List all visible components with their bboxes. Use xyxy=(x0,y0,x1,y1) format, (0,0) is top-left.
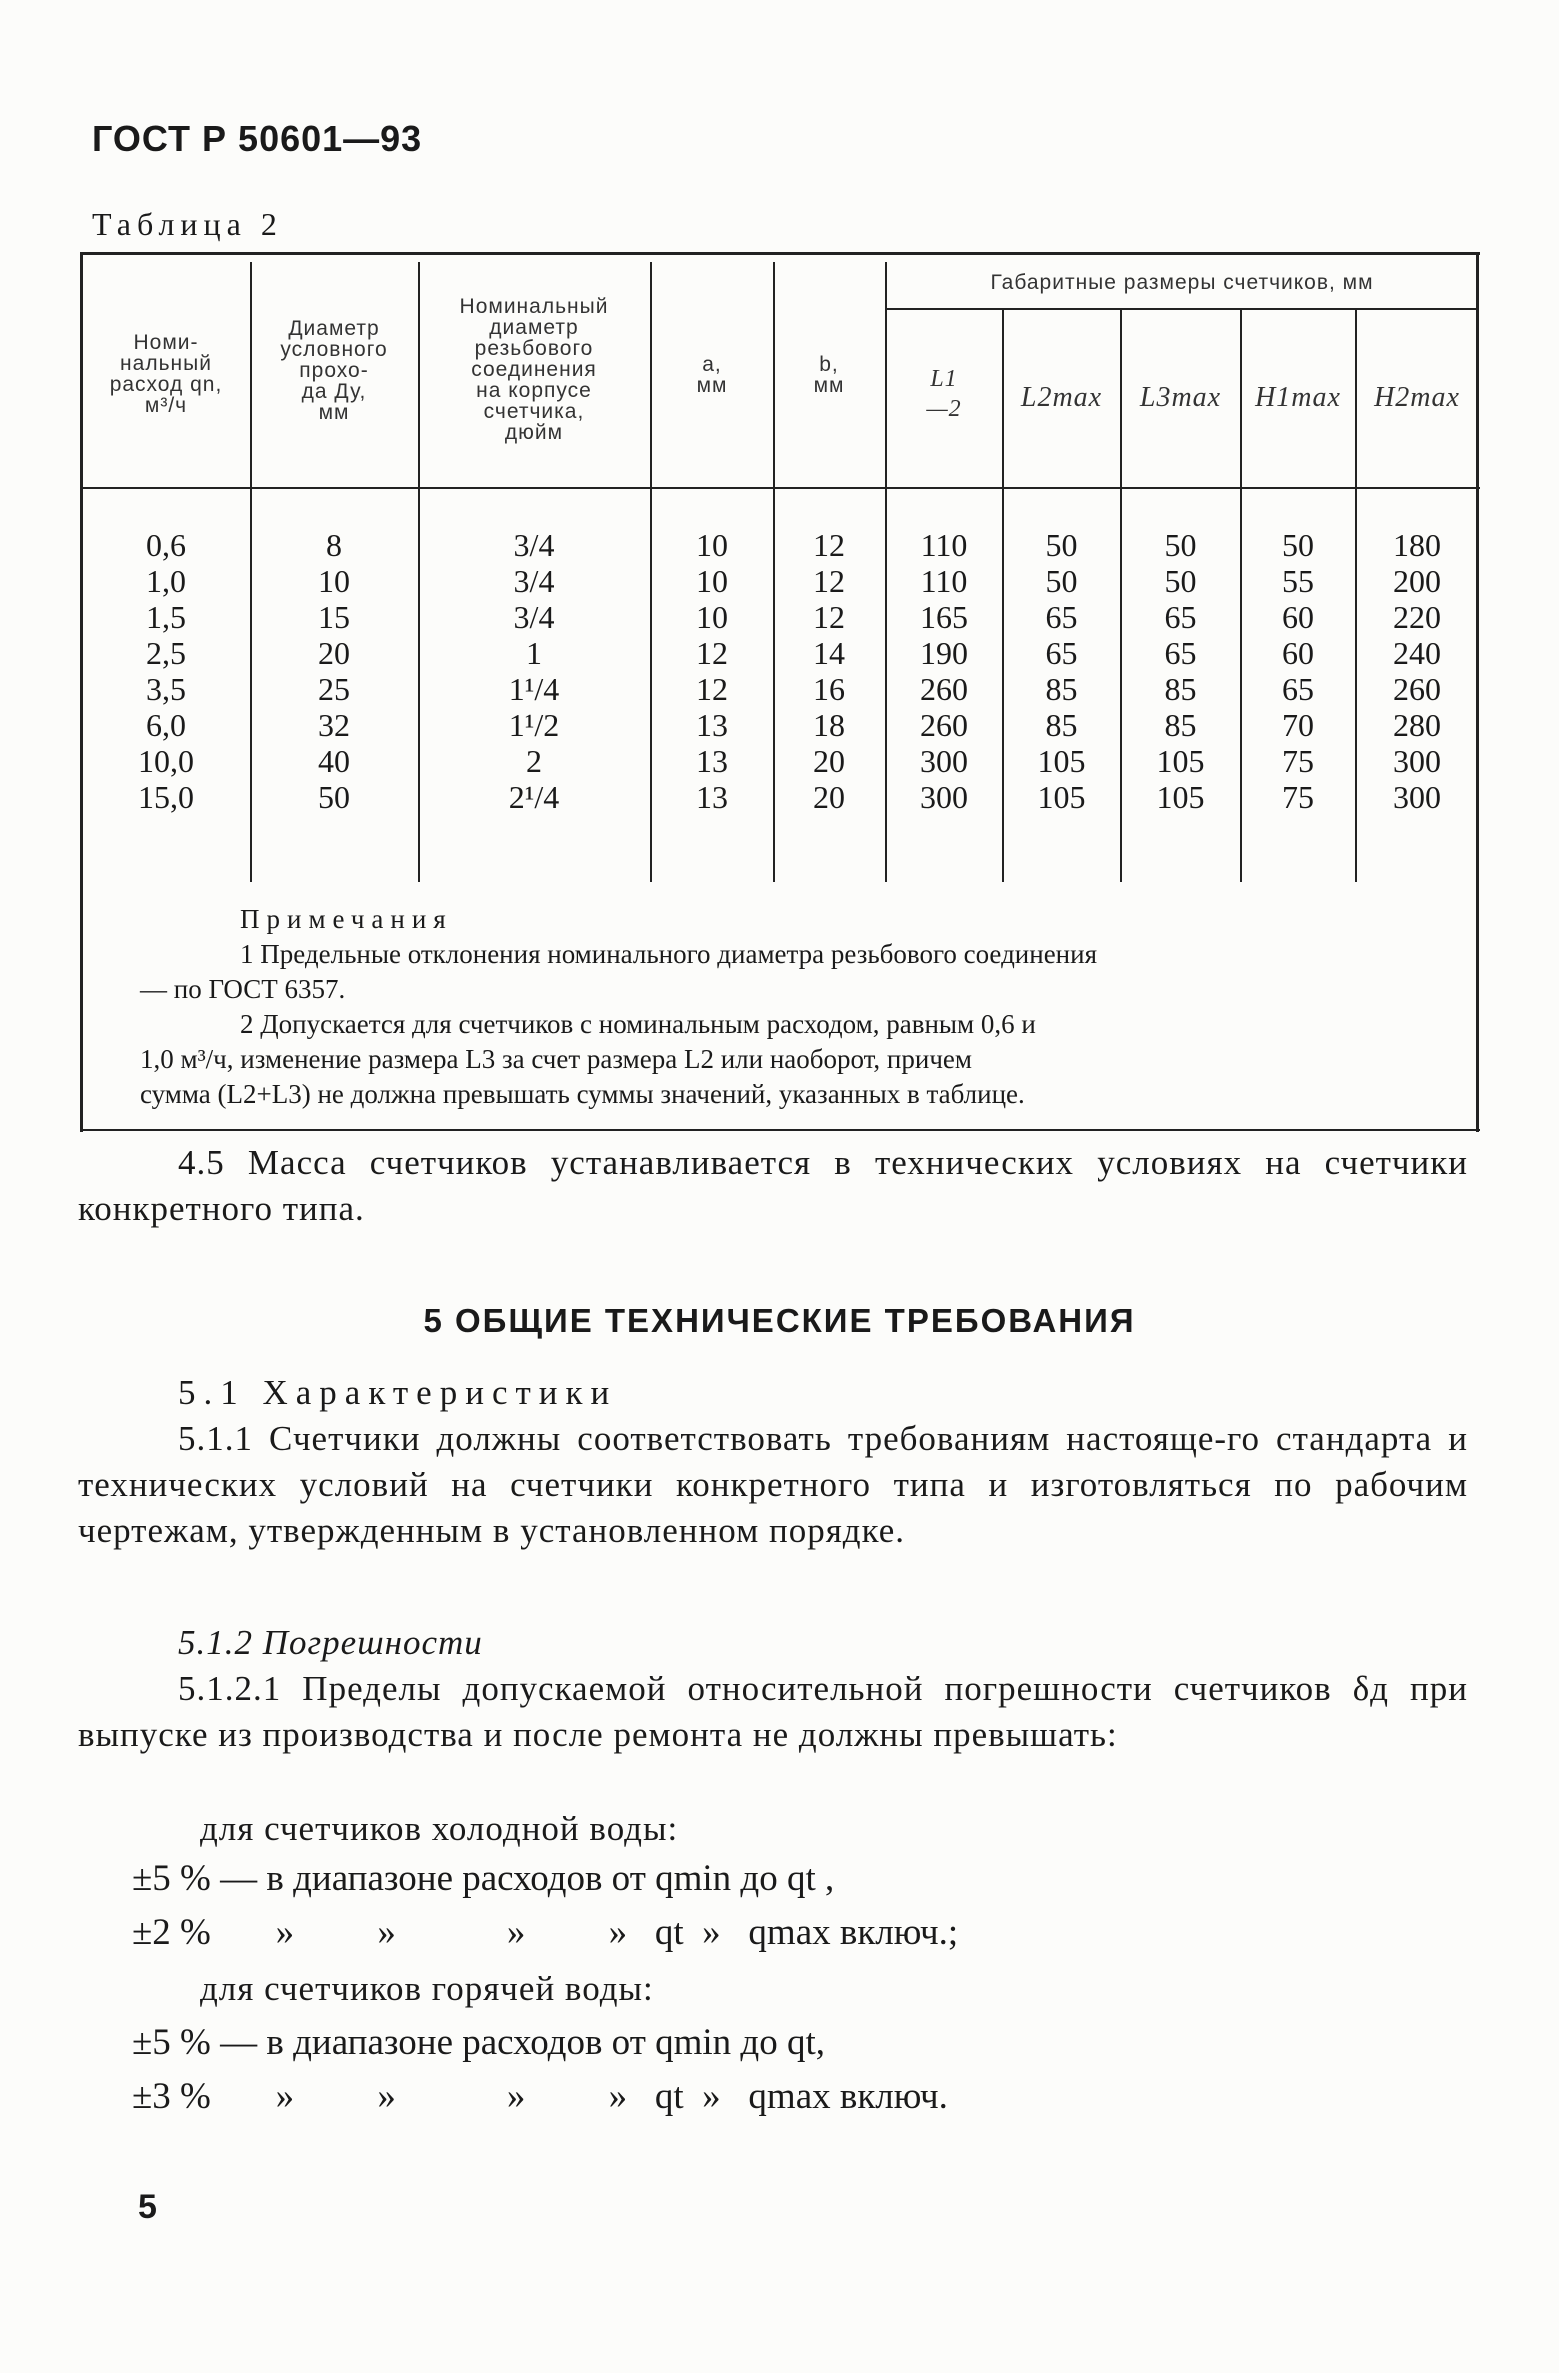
hot-water-limit-1: ±5 % — в диапазоне расходов от qmin до qt, xyxy=(132,2022,826,2063)
header-L2max: L2max xyxy=(1020,382,1103,413)
cell-thread: 2¹/4 xyxy=(508,779,560,815)
cell-H1: 50 xyxy=(1282,527,1314,563)
cell-L1: 260 xyxy=(920,707,968,743)
cell-L2: 85 xyxy=(1045,671,1078,707)
cell-L2: 50 xyxy=(1045,563,1078,599)
cell-L1: 300 xyxy=(920,779,968,815)
cell-b: 12 xyxy=(813,599,845,635)
cell-a: 13 xyxy=(696,779,728,815)
cell-flow: 3,5 xyxy=(146,671,186,707)
header-H1max: H1max xyxy=(1255,382,1341,413)
header-b: b, мм xyxy=(813,353,845,397)
cell-a: 13 xyxy=(696,743,728,779)
paragraph-4-5: 4.5 Масса счетчиков устанавливается в технических условиях на счетчики конкретного типа. xyxy=(78,1143,1468,1228)
cell-L1: 190 xyxy=(920,635,968,671)
dimensions-table xyxy=(80,252,1480,1128)
cell-b: 12 xyxy=(813,527,845,563)
note-1-line-1: 1 Предельные отклонения номинального диаметра резьбового соединения xyxy=(240,939,1097,969)
cell-H2: 280 xyxy=(1393,707,1441,743)
cell-L2: 65 xyxy=(1045,599,1078,635)
note-1-line-2: — по ГОСТ 6357. xyxy=(140,974,346,1004)
heading-5-1-2: 5.1.2 Погрешности xyxy=(178,1623,483,1662)
cell-L3: 65 xyxy=(1164,635,1197,671)
document-header: ГОСТ Р 50601—93 xyxy=(92,118,423,159)
cell-thread: 1¹/2 xyxy=(508,707,560,743)
cell-L1: 165 xyxy=(920,599,968,635)
cell-b: 16 xyxy=(813,671,845,707)
note-2-line-1: 2 Допускается для счетчиков с номинальным расходом, равным 0,6 и xyxy=(240,1009,1036,1039)
cell-L2: 105 xyxy=(1037,743,1086,779)
cold-water-limit-1: ±5 % — в диапазоне расходов от qmin до qt , xyxy=(132,1858,835,1899)
cell-H2: 200 xyxy=(1393,563,1441,599)
cell-diameter: 25 xyxy=(318,671,350,707)
cell-thread: 3/4 xyxy=(513,527,555,563)
cell-L2: 105 xyxy=(1037,779,1086,815)
cell-H1: 65 xyxy=(1282,671,1314,707)
cell-H2: 180 xyxy=(1393,527,1441,563)
cell-a: 10 xyxy=(696,527,728,563)
header-nominal-diameter: Диаметр условного прохо- да Ду, мм xyxy=(280,317,388,424)
cell-flow: 1,5 xyxy=(146,599,186,635)
header-nominal-flow: Номи- нальный расход qn, м³/ч xyxy=(109,331,223,417)
header-L3max: L3max xyxy=(1139,382,1222,413)
heading-5-1: 5.1 Характеристики xyxy=(178,1373,618,1412)
header-H2max: H2max xyxy=(1374,382,1460,413)
cell-a: 12 xyxy=(696,635,728,671)
note-2-line-3: сумма (L2+L3) не должна превышать суммы значений, указанных в таблице. xyxy=(140,1079,1025,1109)
cell-a: 13 xyxy=(696,707,728,743)
group-header-rule xyxy=(885,308,1479,310)
cell-diameter: 15 xyxy=(318,599,350,635)
cell-H2: 260 xyxy=(1393,671,1441,707)
page-number: 5 xyxy=(138,2188,157,2226)
cell-H1: 75 xyxy=(1282,779,1314,815)
cell-diameter: 8 xyxy=(326,527,342,563)
cell-flow: 1,0 xyxy=(146,563,186,599)
cell-flow: 10,0 xyxy=(138,743,194,779)
cell-thread: 3/4 xyxy=(513,599,555,635)
cold-water-limit-2: ±2 % » » » » qt » qmax включ.; xyxy=(132,1912,959,1953)
cell-H2: 240 xyxy=(1393,635,1441,671)
cell-diameter: 40 xyxy=(318,743,350,779)
cell-H1: 75 xyxy=(1282,743,1314,779)
cell-b: 12 xyxy=(813,563,845,599)
header-a: a, мм xyxy=(696,353,728,397)
cell-L3: 50 xyxy=(1164,527,1197,563)
note-2-line-2: 1,0 м³/ч, изменение размера L3 за счет размера L2 или наоборот, причем xyxy=(140,1044,972,1074)
paragraph-5-1-2-1: 5.1.2.1 Пределы допускаемой относительной погрешности счетчиков δд при выпуске из производства и после ремонта не должны превышать: xyxy=(78,1669,1468,1754)
cell-H1: 60 xyxy=(1282,635,1314,671)
cell-b: 20 xyxy=(813,743,845,779)
cell-L3: 50 xyxy=(1164,563,1197,599)
notes-title: Примечания xyxy=(240,904,453,934)
cell-L3: 105 xyxy=(1156,779,1205,815)
table-label: Таблица 2 xyxy=(92,206,283,242)
table-bottom-border xyxy=(80,1129,1480,1131)
cell-flow: 6,0 xyxy=(146,707,186,743)
cell-diameter: 20 xyxy=(318,635,350,671)
cell-diameter: 32 xyxy=(318,707,350,743)
cell-a: 10 xyxy=(696,563,728,599)
cell-L1: 300 xyxy=(920,743,968,779)
cell-L2: 65 xyxy=(1045,635,1078,671)
cell-a: 10 xyxy=(696,599,728,635)
header-overall-dimensions: Габаритные размеры счетчиков, мм xyxy=(990,271,1374,294)
cell-L3: 105 xyxy=(1156,743,1205,779)
cell-H2: 220 xyxy=(1393,599,1441,635)
table-left-border xyxy=(80,252,83,1132)
cell-diameter: 10 xyxy=(318,563,350,599)
cell-L2: 50 xyxy=(1045,527,1078,563)
paragraph-5-1-1: 5.1.1 Счетчики должны соответствовать требованиям настояще-го стандарта и технических условий на счетчики конкретного типа и изготовляться по рабочим чертежам, утвержденным в установленном порядке. xyxy=(78,1419,1468,1550)
hot-water-label: для счетчиков горячей воды: xyxy=(200,1969,654,2008)
header-thread-diameter: Номинальный диаметр резьбового соединения на корпусе счетчика, дюйм xyxy=(459,295,609,444)
cell-flow: 15,0 xyxy=(138,779,194,815)
cell-H1: 55 xyxy=(1282,563,1314,599)
cell-L3: 85 xyxy=(1164,671,1197,707)
section-5-title: 5 ОБЩИЕ ТЕХНИЧЕСКИЕ ТРЕБОВАНИЯ xyxy=(423,1302,1136,1339)
table-notes xyxy=(140,902,1470,1112)
cell-a: 12 xyxy=(696,671,728,707)
cell-diameter: 50 xyxy=(318,779,350,815)
cell-thread: 1 xyxy=(526,635,542,671)
cell-flow: 2,5 xyxy=(146,635,186,671)
cell-L1: 110 xyxy=(920,527,968,563)
table-top-border xyxy=(80,252,1480,255)
header-L1: L1 —2 xyxy=(926,366,962,422)
cell-H2: 300 xyxy=(1393,743,1441,779)
cell-L3: 65 xyxy=(1164,599,1197,635)
header-bottom-rule xyxy=(80,487,1480,489)
cell-H1: 60 xyxy=(1282,599,1314,635)
cell-flow: 0,6 xyxy=(146,527,186,563)
cold-water-label: для счетчиков холодной воды: xyxy=(200,1809,679,1848)
cell-L1: 110 xyxy=(920,563,968,599)
cell-H1: 70 xyxy=(1282,707,1314,743)
cell-thread: 1¹/4 xyxy=(508,671,560,707)
cell-b: 14 xyxy=(813,635,845,671)
hot-water-limit-2: ±3 % » » » » qt » qmax включ. xyxy=(132,2076,948,2117)
cell-thread: 2 xyxy=(526,743,542,779)
cell-L3: 85 xyxy=(1164,707,1197,743)
cell-L1: 260 xyxy=(920,671,968,707)
cell-L2: 85 xyxy=(1045,707,1078,743)
cell-b: 20 xyxy=(813,779,845,815)
cell-thread: 3/4 xyxy=(513,563,555,599)
cell-H2: 300 xyxy=(1393,779,1441,815)
cell-b: 18 xyxy=(813,707,845,743)
